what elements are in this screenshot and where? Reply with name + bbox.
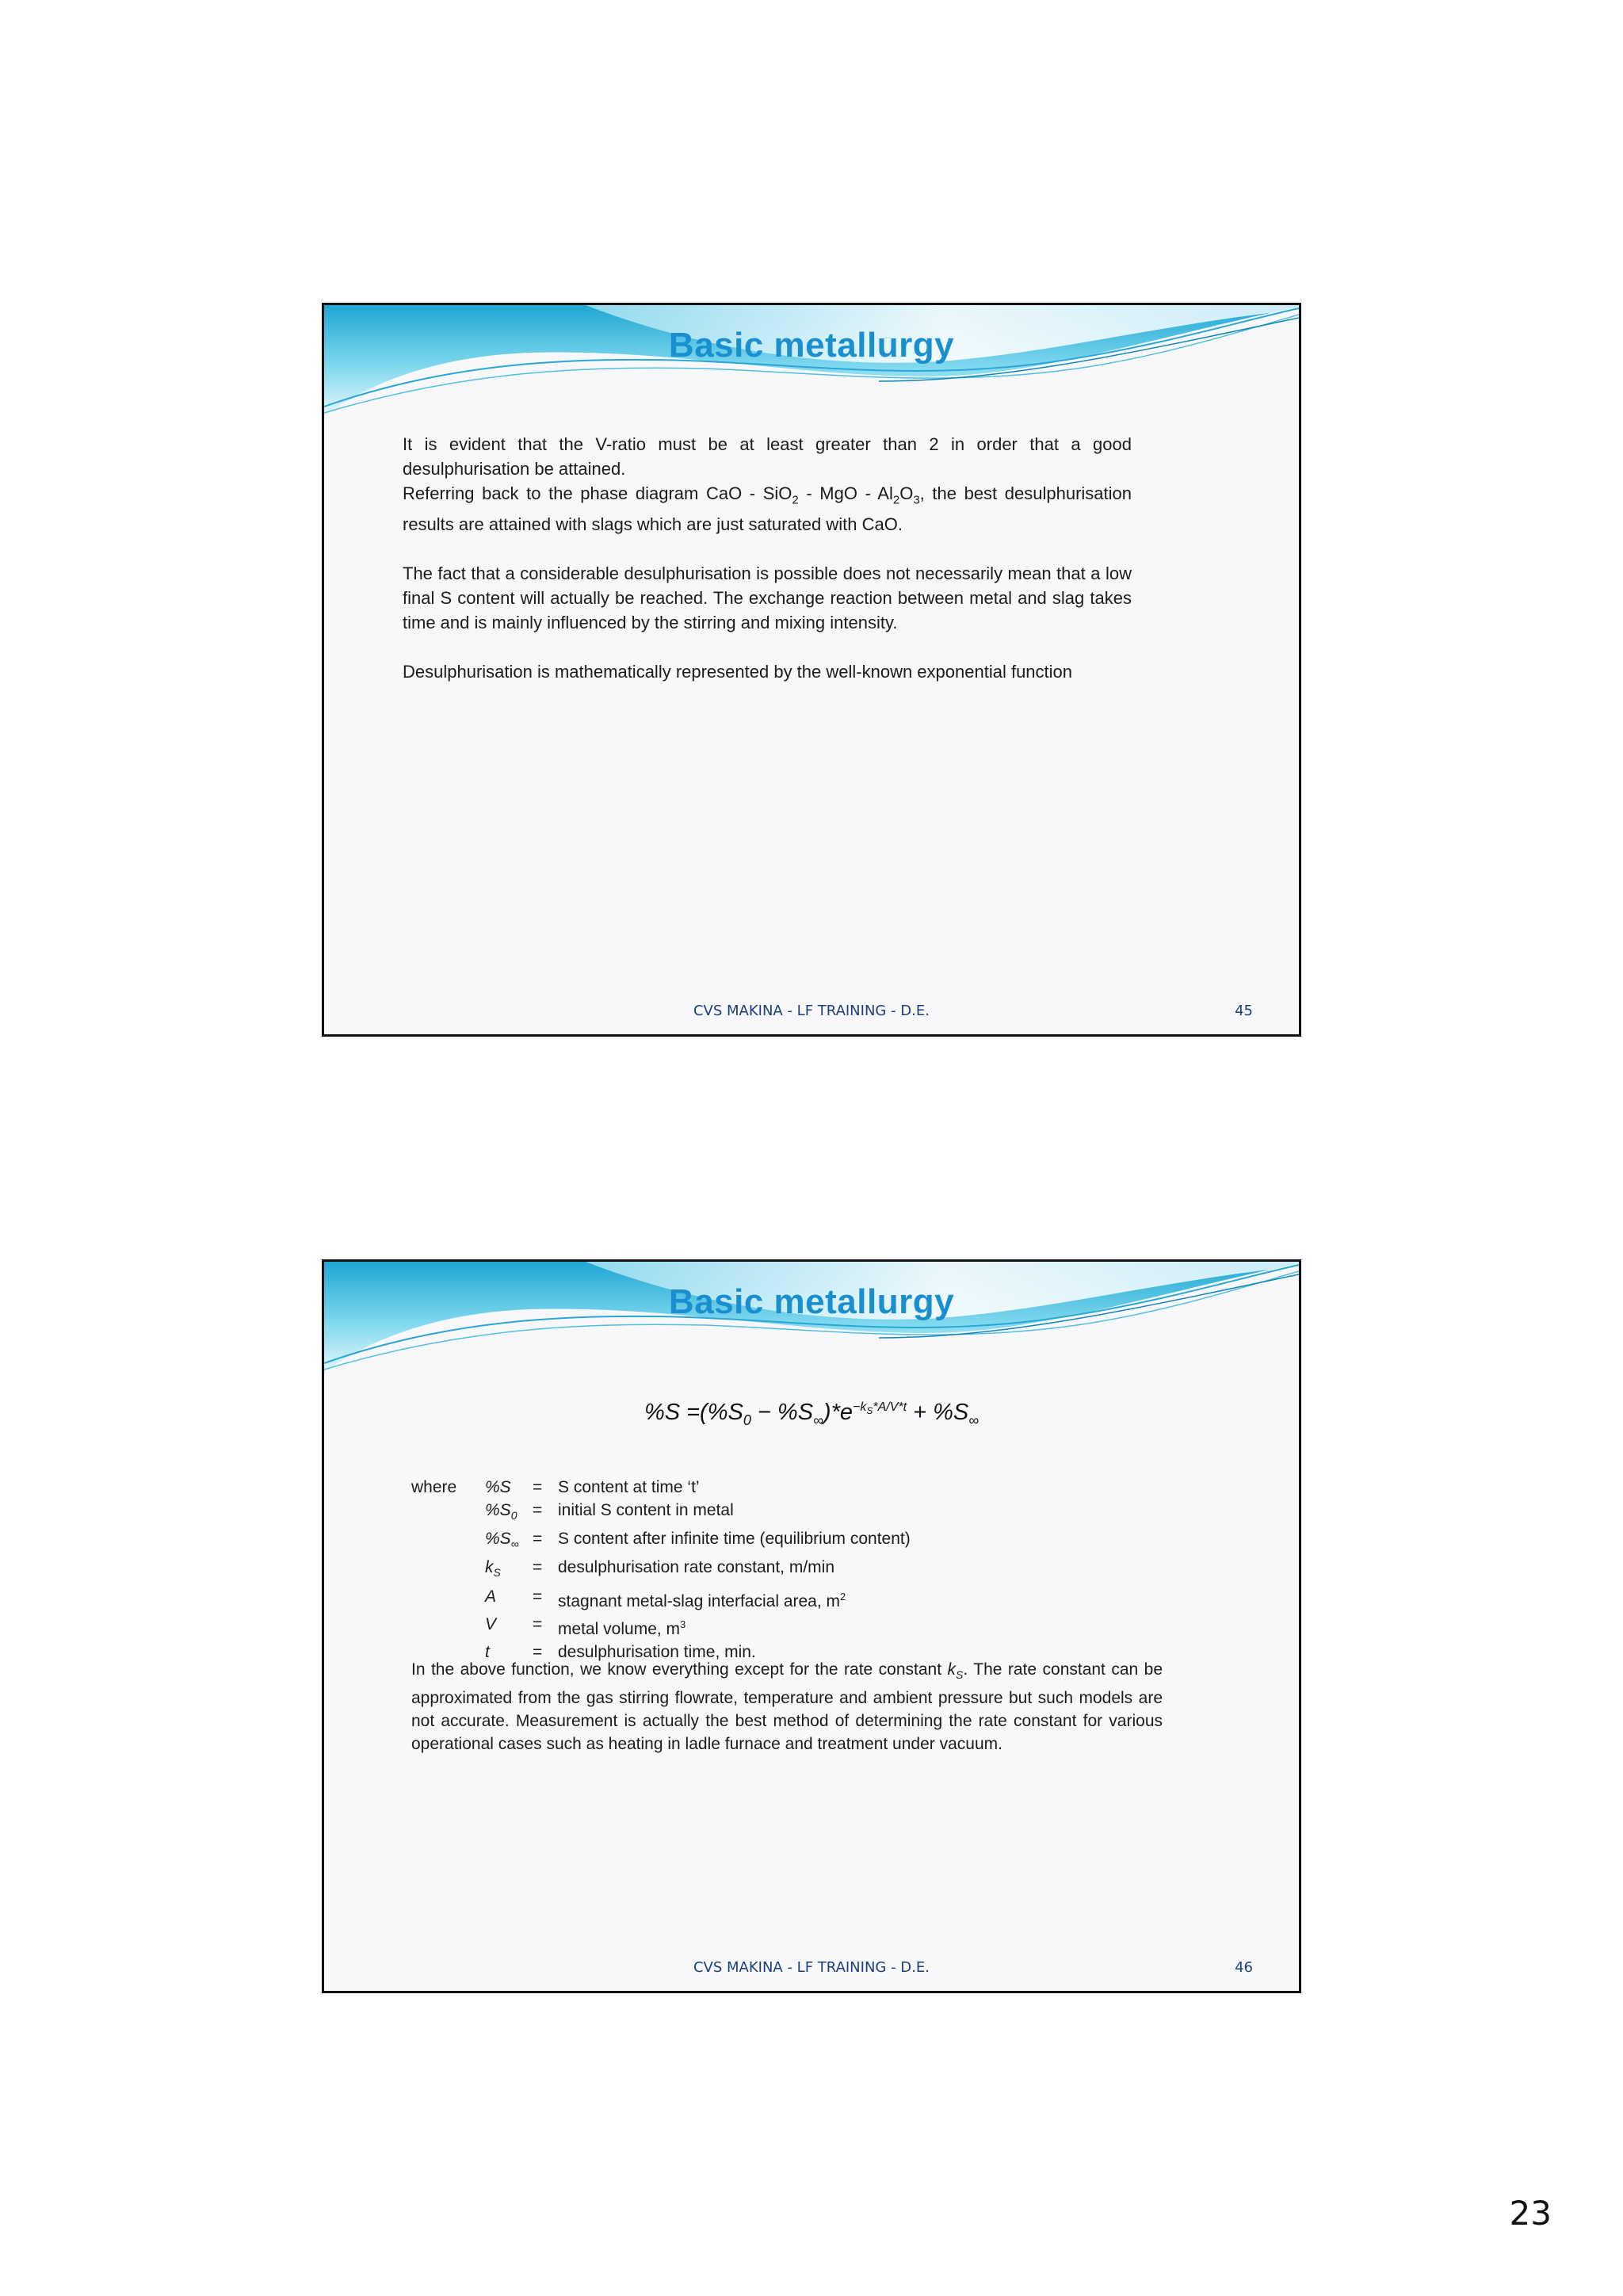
symbol-text: %S — [485, 1478, 511, 1496]
unit-superscript: 2 — [840, 1590, 846, 1603]
definition-equals: = — [533, 1530, 543, 1549]
where-label: where — [411, 1478, 457, 1496]
slide-45 — [322, 303, 1301, 1037]
formula-part: %S =(%S — [643, 1400, 743, 1425]
spacer — [411, 1499, 485, 1527]
definition-text-part: stagnant metal-slag interfacial area, m — [558, 1591, 841, 1610]
spacer — [411, 1613, 485, 1641]
slide-footer — [324, 1959, 1299, 1980]
text-fragment: , the best desulphurisation results are attained with slags which are just saturated with CaO. — [403, 483, 1132, 535]
symbol-subscript: ∞ — [510, 1538, 519, 1551]
symbol-text: k — [485, 1558, 494, 1577]
text-fragment: . The rate constant can be approximated from the gas stirring flowrate, temperature and ambient pressure but such models are not accurate. Measurement is actually the best method of determining the rate constant for various operational cases such as heating in ladle furnace and treatment under vacuum. — [411, 1660, 1163, 1754]
definition-row — [411, 1476, 911, 1499]
formula-subscript: ∞ — [968, 1412, 980, 1428]
definition-text — [558, 1613, 911, 1641]
definition-symbol — [485, 1556, 533, 1584]
definition-text: desulphurisation rate constant, m/min — [558, 1558, 835, 1577]
definitions-table — [411, 1476, 911, 1664]
slide-body — [403, 432, 1132, 709]
symbol-text: A — [485, 1587, 497, 1606]
definition-symbol — [485, 1613, 533, 1641]
definition-symbol — [485, 1499, 533, 1527]
paragraph-v-ratio: It is evident that the V-ratio must be at least greater than 2 in order that a good desulphurisation be attained. — [403, 434, 1132, 479]
unit-superscript: 3 — [680, 1618, 686, 1630]
definition-symbol — [485, 1585, 533, 1613]
slide-46 — [322, 1259, 1301, 1993]
slide-number: 45 — [1235, 1003, 1253, 1019]
page-number: 23 — [1509, 2194, 1552, 2233]
definition-text-part: metal volume, m — [558, 1619, 681, 1638]
formula-subscript: ∞ — [813, 1412, 823, 1428]
subscript: 2 — [792, 493, 799, 507]
formula-exponent — [852, 1400, 907, 1417]
text-fragment: O — [899, 483, 914, 503]
formula-part: − %S — [750, 1400, 814, 1425]
formula-subscript: 0 — [743, 1412, 751, 1428]
spacer — [411, 1527, 485, 1556]
spacer — [411, 1556, 485, 1584]
footer-text: CVS MAKINA - LF TRAINING - D.E. — [693, 1959, 930, 1976]
definition-text: S content after infinite time (equilibrium content) — [558, 1530, 911, 1549]
paragraph-phase-diagram — [403, 481, 1132, 537]
definition-symbol — [485, 1527, 533, 1556]
symbol-subscript: 0 — [510, 1509, 517, 1522]
subscript: 2 — [892, 493, 900, 507]
symbol-text: V — [485, 1614, 497, 1633]
rate-constant-paragraph — [411, 1658, 1163, 1755]
definition-equals: = — [533, 1614, 543, 1633]
slide-footer — [324, 1003, 1299, 1023]
slide-number: 46 — [1235, 1959, 1253, 1976]
formula-subscript: S — [866, 1405, 873, 1417]
slide-title: Basic metallurgy — [668, 1282, 955, 1321]
definition-equals: = — [533, 1587, 543, 1606]
definition-row — [411, 1499, 911, 1527]
definition-equals: = — [533, 1501, 543, 1519]
definition-text: S content at time ‘t’ — [558, 1478, 700, 1496]
symbol-text: %S — [485, 1501, 511, 1519]
symbol-text: t — [485, 1642, 490, 1661]
formula-part: )*e — [823, 1400, 853, 1425]
symbol-subscript: S — [956, 1668, 964, 1682]
desulphurisation-formula — [324, 1400, 1299, 1429]
definition-equals: = — [533, 1642, 543, 1661]
definition-row — [411, 1613, 911, 1641]
footer-text: CVS MAKINA - LF TRAINING - D.E. — [693, 1003, 930, 1019]
definition-row — [411, 1527, 911, 1556]
symbol-k: k — [947, 1660, 957, 1679]
definition-row — [411, 1585, 911, 1613]
definition-symbol — [485, 1476, 533, 1499]
paragraph-considerable: The fact that a considerable desulphurisation is possible does not necessarily mean that a low final S content will actually be reached. The exchange reaction between metal and slag takes time and is mainly influenced by the stirring and mixing intensity. — [403, 563, 1132, 633]
definition-equals: = — [533, 1558, 543, 1577]
definition-text: desulphurisation time, min. — [558, 1642, 756, 1661]
definition-text — [558, 1585, 911, 1613]
formula-part: *A/V*t — [873, 1400, 907, 1415]
text-fragment: Referring back to the phase diagram CaO - SiO — [403, 483, 792, 503]
text-fragment: In the above function, we know everything except for the rate constant — [411, 1660, 948, 1679]
paragraph-exponential: Desulphurisation is mathematically represented by the well-known exponential function — [403, 662, 1073, 682]
formula-part: + %S — [907, 1400, 969, 1425]
definition-row — [411, 1556, 911, 1584]
definition-equals: = — [533, 1478, 543, 1496]
subscript: 3 — [913, 493, 920, 507]
symbol-subscript: S — [493, 1566, 501, 1580]
symbol-text: %S — [485, 1530, 511, 1549]
definition-text: initial S content in metal — [558, 1501, 734, 1519]
text-fragment: - MgO - Al — [798, 483, 893, 503]
slide-title: Basic metallurgy — [668, 326, 955, 365]
formula-part: −k — [852, 1400, 867, 1415]
spacer — [411, 1585, 485, 1613]
